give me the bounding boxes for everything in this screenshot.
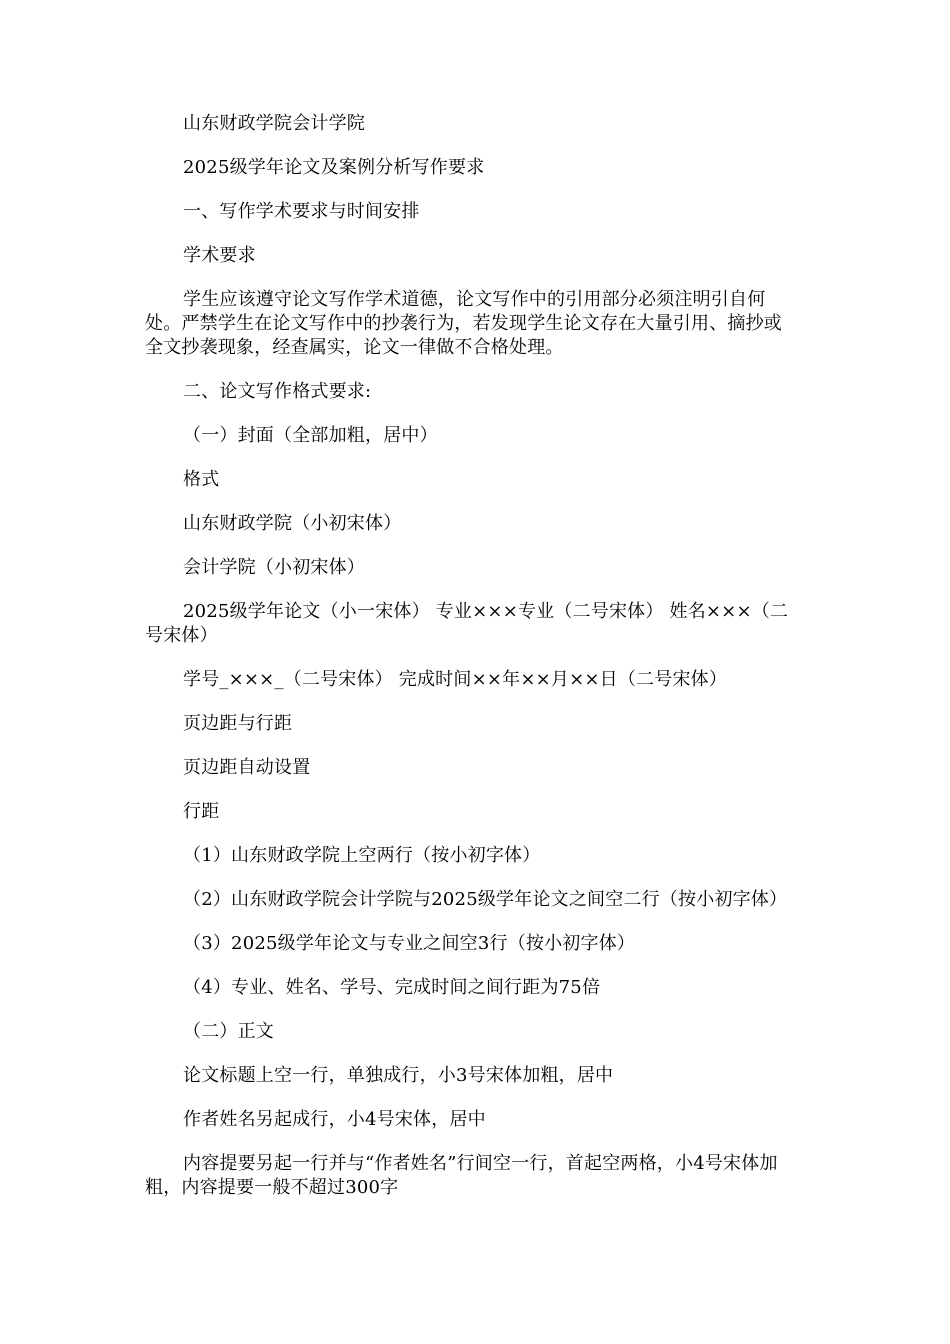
spacing-rule-2: （2）山东财政学院会计学院与2025级学年论文之间空二行（按小初字体）: [183, 889, 788, 910]
academic-ethics-paragraph: 学生应该遵守论文写作学术道德，论文写作中的引用部分必须注明引自何处。严禁学生在论文写作中的抄袭行为，若发现学生论文存在大量引用、摘抄或全文抄袭现象，经查属实，论文一律做不合格处理。: [145, 289, 782, 358]
spacing-rule-4: （4）专业、姓名、学号、完成时间之间行距为75倍: [183, 977, 601, 998]
institution-line: 山东财政学院会计学院: [183, 113, 365, 134]
subheading-cover: （一）封面（全部加粗，居中）: [183, 425, 438, 446]
cover-line-thesis-major-name: 2025级学年论文（小一宋体） 专业×××专业（二号宋体） 姓名×××（二号宋体）: [145, 601, 789, 646]
section-heading-1: 一、写作学术要求与时间安排: [183, 201, 420, 222]
subheading-academic-requirements: 学术要求: [183, 245, 256, 266]
subheading-body: （二）正文: [183, 1021, 274, 1042]
body-rule-title: 论文标题上空一行，单独成行，小3号宋体加粗，居中: [183, 1065, 614, 1086]
spacing-rule-1: （1）山东财政学院上空两行（按小初字体）: [183, 845, 541, 866]
spacing-rule-3: （3）2025级学年论文与专业之间空3行（按小初字体）: [183, 933, 636, 954]
section-heading-2: 二、论文写作格式要求:: [183, 381, 372, 402]
document-body: [145, 112, 800, 1220]
cover-line-college: 会计学院（小初宋体）: [183, 557, 365, 578]
cover-line-school: 山东财政学院（小初宋体）: [183, 513, 402, 534]
cover-line-student-id-date: 学号_×××_（二号宋体） 完成时间××年××月××日（二号宋体）: [183, 669, 728, 690]
document-title: 2025级学年论文及案例分析写作要求: [183, 157, 485, 178]
body-rule-author: 作者姓名另起成行，小4号宋体，居中: [183, 1109, 486, 1130]
body-rule-abstract: 内容提要另起一行并与“作者姓名”行间空一行，首起空两格，小4号宋体加粗，内容提要一般不超过300字: [145, 1153, 778, 1198]
line-spacing-label: 行距: [183, 801, 220, 822]
margins-auto-line: 页边距自动设置: [183, 757, 311, 778]
subheading-margins-spacing: 页边距与行距: [183, 713, 293, 734]
format-label: 格式: [183, 469, 220, 490]
